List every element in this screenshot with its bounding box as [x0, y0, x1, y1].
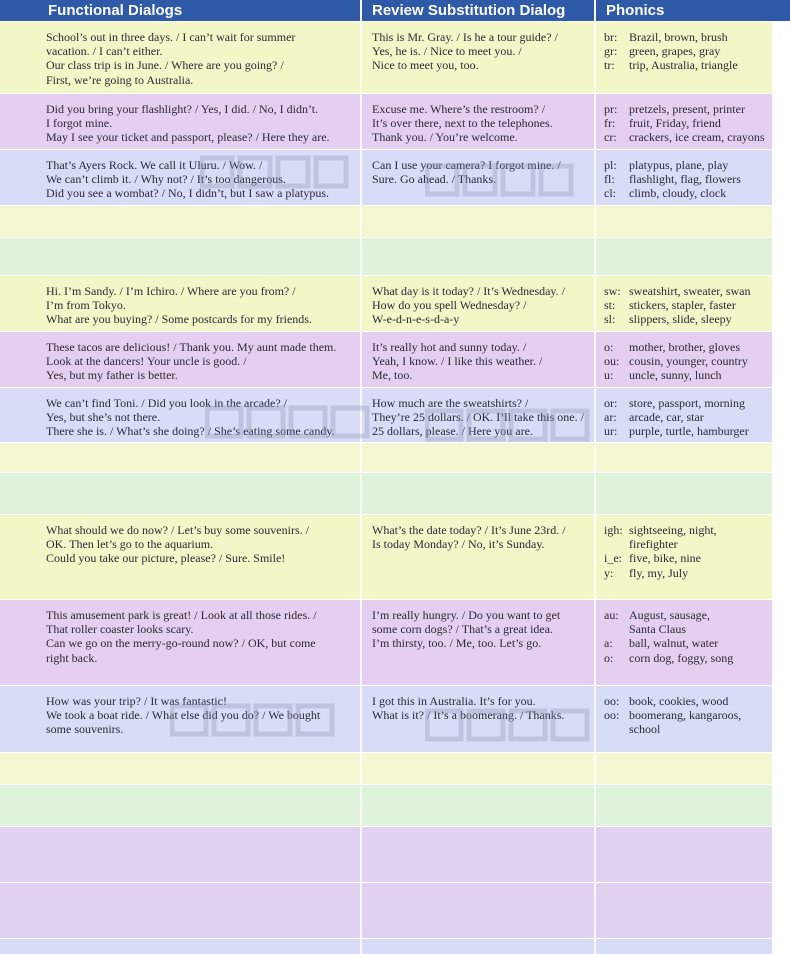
dialog-line: These tacos are delicious! / Thank you. My aunt made them.: [46, 340, 337, 354]
phonics-words: green, grapes, gray: [629, 44, 721, 59]
phonics-sound: sl:: [604, 312, 616, 327]
column-divider: [360, 150, 362, 205]
table-row: [0, 331, 790, 387]
phonics-words: pretzels, present, printer: [629, 102, 745, 116]
table-row: [0, 93, 790, 149]
functional-dialog-cell: [34, 94, 360, 149]
dialog-line: Did you see a wombat? / No, I didn’t, but I saw a platypus.: [46, 186, 330, 201]
phonics-sound: ou:: [604, 354, 620, 369]
review-dialog-cell: [362, 388, 594, 442]
column-divider: [360, 752, 362, 954]
dialog-line: What is it? / It’s a boomerang. / Thanks.: [372, 708, 565, 723]
phonics-cell: [596, 150, 772, 205]
dialog-line: W-e-d-n-e-s-d-a-y: [372, 312, 460, 327]
dialog-line: some souvenirs.: [46, 722, 124, 737]
phonics-words: store, passport, morning: [629, 396, 745, 410]
phonics-sound: y:: [604, 565, 614, 580]
table-row: [0, 275, 790, 331]
review-dialog-cell: [362, 276, 594, 331]
column-divider: [594, 752, 596, 954]
table-row: [0, 514, 790, 599]
phonics-cell: [596, 600, 772, 685]
review-dialog-cell: [362, 686, 594, 752]
phonics-line: [604, 298, 770, 312]
functional-dialog-cell: [34, 686, 360, 752]
phonics-line: [604, 368, 770, 382]
phonics-line: [604, 186, 770, 200]
functional-dialog-cell: [34, 600, 360, 685]
phonics-words: firefighter: [629, 537, 678, 552]
phonics-words: slippers, slide, sleepy: [629, 312, 732, 327]
dialog-line: We can’t find Toni. / Did you look in the arcade? /: [46, 396, 288, 410]
column-divider: [360, 388, 362, 442]
phonics-words: fly, my, July: [629, 565, 689, 580]
dialog-line: What are you buying? / Some postcards for my friends.: [46, 312, 312, 327]
phonics-sound: gr:: [604, 44, 618, 59]
phonics-line: [604, 424, 770, 438]
phonics-cell: [596, 22, 772, 93]
phonics-words: crackers, ice cream, crayons: [629, 130, 765, 145]
phonics-line: [604, 312, 770, 326]
phonics-cell: [596, 388, 772, 442]
column-divider: [594, 22, 596, 93]
phonics-sound: pr:: [604, 102, 618, 116]
phonics-sound: fl:: [604, 172, 615, 187]
phonics-sound: cr:: [604, 130, 617, 145]
dialog-line: Nice to meet you, too.: [372, 58, 479, 73]
empty-band: [0, 826, 790, 882]
dialog-line: This amusement park is great! / Look at all those rides. /: [46, 608, 317, 622]
dialog-line: right back.: [46, 650, 98, 665]
phonics-words: climb, cloudy, clock: [629, 186, 727, 201]
dialog-line: How do you spell Wednesday? /: [372, 298, 527, 313]
dialog-line: They’re 25 dollars. / OK. I’ll take this one. /: [372, 410, 584, 425]
dialog-line: Yes, he is. / Nice to meet you. /: [372, 44, 522, 59]
phonics-cell: [596, 515, 772, 599]
dialog-line: Sure. Go ahead. / Thanks.: [372, 172, 497, 187]
phonics-cell: [596, 276, 772, 331]
dialog-line: This is Mr. Gray. / Is he a tour guide? /: [372, 30, 558, 44]
phonics-cell: [596, 94, 772, 149]
dialog-line: Yeah, I know. / I like this weather. /: [372, 354, 543, 369]
column-divider: [360, 276, 362, 331]
phonics-cell: [596, 686, 772, 752]
dialog-line: There she is. / What’s she doing? / She’s eating some candy.: [46, 424, 335, 439]
phonics-words: sweatshirt, sweater, swan: [629, 284, 751, 298]
dialog-line: It’s really hot and sunny today. /: [372, 340, 527, 354]
phonics-sound: fr:: [604, 116, 616, 131]
column-divider: [594, 332, 596, 387]
dialog-line: I’m really hungry. / Do you want to get: [372, 608, 561, 622]
dialog-line: I forgot mine.: [46, 116, 113, 131]
review-dialog-cell: [362, 600, 594, 685]
table-row: [0, 21, 790, 93]
dialog-line: 25 dollars, please. / Here you are.: [372, 424, 533, 439]
column-divider: [594, 94, 596, 149]
functional-dialog-cell: [34, 388, 360, 442]
dialog-line: That roller coaster looks scary.: [46, 622, 194, 637]
empty-band: [0, 472, 790, 514]
phonics-sound: cl:: [604, 186, 616, 201]
dialog-line: Yes, but she’s not there.: [46, 410, 161, 425]
dialog-line: Can I use your camera? I forgot mine. /: [372, 158, 561, 172]
phonics-words: arcade, car, star: [629, 410, 704, 425]
phonics-line: [604, 102, 770, 116]
dialog-line: Thank you. / You’re welcome.: [372, 130, 518, 145]
dialog-line: Our class trip is in June. / Where are you going? /: [46, 58, 284, 73]
empty-band: [0, 752, 790, 784]
dialog-line: We can’t climb it. / Why not? / It’s too dangerous.: [46, 172, 286, 187]
column-divider: [594, 600, 596, 685]
dialog-line: That’s Ayers Rock. We call it Uluru. / Wow. /: [46, 158, 263, 172]
functional-dialog-cell: [34, 332, 360, 387]
phonics-words: trip, Australia, triangle: [629, 58, 738, 73]
functional-dialog-cell: [34, 515, 360, 599]
phonics-words: August, sausage,: [629, 608, 710, 622]
phonics-sound: tr:: [604, 58, 615, 73]
phonics-line: [604, 523, 770, 537]
dialog-line: I got this in Australia. It’s for you.: [372, 694, 536, 708]
column-divider: [594, 515, 596, 599]
dialog-line: OK. Then let’s go to the aquarium.: [46, 537, 214, 552]
phonics-words: stickers, stapler, faster: [629, 298, 736, 313]
column-divider: [594, 276, 596, 331]
dialog-line: I’m from Tokyo.: [46, 298, 126, 313]
review-dialog-cell: [362, 150, 594, 205]
right-margin: [772, 21, 790, 954]
phonics-sound: o:: [604, 650, 614, 665]
phonics-words: school: [629, 722, 661, 737]
column-divider: [360, 332, 362, 387]
column-divider: [594, 442, 596, 514]
phonics-sound: au:: [604, 608, 619, 622]
phonics-line: [604, 651, 770, 665]
column-divider: [360, 600, 362, 685]
phonics-words: Brazil, brown, brush: [629, 30, 728, 44]
phonics-line: [604, 340, 770, 354]
phonics-sound: igh:: [604, 523, 623, 537]
phonics-line: [604, 636, 770, 650]
column-divider: [360, 94, 362, 149]
dialog-line: vacation. / I can’t either.: [46, 44, 163, 59]
phonics-sound: st:: [604, 298, 616, 313]
phonics-sound: pl:: [604, 158, 617, 172]
column-divider: [360, 515, 362, 599]
review-dialog-cell: [362, 94, 594, 149]
column-divider: [594, 205, 596, 275]
dialog-line: Yes, but my father is better.: [46, 368, 178, 383]
phonics-words: boomerang, kangaroos,: [629, 708, 742, 723]
dialog-line: How was your trip? / It was fantastic!: [46, 694, 227, 708]
phonics-line: [604, 116, 770, 130]
dialog-line: Did you bring your flashlight? / Yes, I did. / No, I didn’t.: [46, 102, 319, 116]
phonics-sound: ar:: [604, 410, 617, 425]
table-row: [0, 387, 790, 442]
column-divider: [594, 686, 596, 752]
functional-dialog-cell: [34, 276, 360, 331]
phonics-sound: oo:: [604, 694, 620, 708]
table-row: [0, 599, 790, 685]
column-divider: [594, 150, 596, 205]
dialog-line: First, we’re going to Australia.: [46, 72, 194, 87]
column-divider: [360, 442, 362, 514]
phonics-line: [604, 396, 770, 410]
column-divider: [360, 22, 362, 93]
phonics-line: [604, 130, 770, 144]
phonics-words: platypus, plane, play: [629, 158, 729, 172]
phonics-words: uncle, sunny, lunch: [629, 368, 722, 383]
header-phonics: Phonics: [606, 2, 665, 19]
phonics-line: [604, 608, 770, 622]
phonics-line: [604, 354, 770, 368]
dialog-line: Excuse me. Where’s the restroom? /: [372, 102, 546, 116]
dialog-line: What should we do now? / Let’s buy some souvenirs. /: [46, 523, 309, 537]
dialog-line: Could you take our picture, please? / Sure. Smile!: [46, 551, 286, 566]
dialog-line: How much are the sweatshirts? /: [372, 396, 529, 410]
column-divider: [360, 205, 362, 275]
functional-dialog-cell: [34, 150, 360, 205]
phonics-words: book, cookies, wood: [629, 694, 729, 708]
header-review-substitution-dialog: Review Substitution Dialog: [372, 2, 566, 19]
column-divider: [594, 388, 596, 442]
dialog-line: some corn dogs? / That’s a great idea.: [372, 622, 554, 637]
table-row: [0, 149, 790, 205]
table-header: [0, 0, 790, 21]
phonics-cell: [596, 332, 772, 387]
phonics-line: [604, 172, 770, 186]
review-dialog-cell: [362, 515, 594, 599]
phonics-words: Santa Claus: [629, 622, 686, 637]
phonics-words: sightseeing, night,: [629, 523, 717, 537]
phonics-line: [604, 30, 770, 44]
phonics-line: [604, 158, 770, 172]
phonics-sound: i_e:: [604, 551, 622, 566]
empty-band: [0, 205, 790, 237]
review-dialog-cell: [362, 332, 594, 387]
column-divider: [360, 686, 362, 752]
empty-band: [0, 784, 790, 826]
functional-dialog-cell: [34, 22, 360, 93]
phonics-line: [604, 566, 770, 580]
dialog-line: I’m thirsty, too. / Me, too. Let’s go.: [372, 636, 542, 651]
phonics-line: [604, 551, 770, 565]
empty-band: [0, 882, 790, 938]
phonics-sound: u:: [604, 368, 614, 383]
phonics-sound: br:: [604, 30, 618, 44]
phonics-words: flashlight, flag, flowers: [629, 172, 741, 187]
empty-band: [0, 237, 790, 275]
dialog-line: What’s the date today? / It’s June 23rd. /: [372, 523, 566, 537]
phonics-words: purple, turtle, hamburger: [629, 424, 749, 439]
empty-band: [0, 442, 790, 472]
dialog-line: Is today Monday? / No, it’s Sunday.: [372, 537, 545, 552]
dialog-line: Can we go on the merry-go-round now? / OK, but come: [46, 636, 316, 651]
phonics-line: [604, 58, 770, 72]
dialog-line: School’s out in three days. / I can’t wait for summer: [46, 30, 296, 44]
dialog-line: What day is it today? / It’s Wednesday. /: [372, 284, 565, 298]
phonics-words: ball, walnut, water: [629, 636, 719, 651]
dialog-line: Me, too.: [372, 368, 413, 383]
phonics-words: fruit, Friday, friend: [629, 116, 721, 131]
phonics-sound: a:: [604, 636, 613, 651]
dialog-line: Look at the dancers! Your uncle is good. /: [46, 354, 247, 369]
phonics-sound: o:: [604, 340, 614, 354]
phonics-words: corn dog, foggy, song: [629, 650, 734, 665]
phonics-line: [604, 284, 770, 298]
phonics-sound: oo:: [604, 708, 620, 723]
phonics-line: [604, 410, 770, 424]
dialog-line: We took a boat ride. / What else did you do? / We bought: [46, 708, 321, 723]
dialog-line: It’s over there, next to the telephones.: [372, 116, 553, 131]
phonics-line: [604, 708, 770, 722]
phonics-line: [604, 694, 770, 708]
table-row: [0, 685, 790, 752]
empty-band: [0, 938, 790, 954]
review-dialog-cell: [362, 22, 594, 93]
phonics-sound: sw:: [604, 284, 621, 298]
dialog-line: May I see your ticket and passport, please? / Here they are.: [46, 130, 330, 145]
phonics-words: cousin, younger, country: [629, 354, 748, 369]
phonics-sound: ur:: [604, 424, 618, 439]
dialog-line: Hi. I’m Sandy. / I’m Ichiro. / Where are you from? /: [46, 284, 296, 298]
phonics-words: mother, brother, gloves: [629, 340, 741, 354]
phonics-sound: or:: [604, 396, 618, 410]
header-functional-dialogs: Functional Dialogs: [48, 2, 183, 19]
phonics-words: five, bike, nine: [629, 551, 701, 566]
phonics-line: [604, 44, 770, 58]
